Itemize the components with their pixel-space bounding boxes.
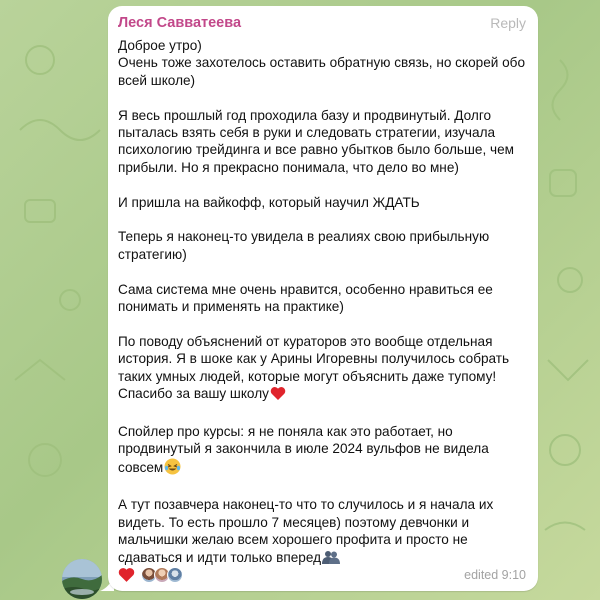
sender-name[interactable]: Леся Савватеева bbox=[118, 15, 242, 31]
reaction-chip[interactable] bbox=[118, 567, 183, 583]
message-paragraph bbox=[118, 333, 526, 406]
message-paragraph: Доброе утро) Очень тоже захотелось оставить обратную связь, но скорей обо всей школе) bbox=[118, 38, 526, 88]
message-footer bbox=[118, 563, 526, 587]
edited-timestamp: edited 9:10 bbox=[464, 568, 526, 582]
message-paragraph: Сама система мне очень нравится, особенно нравиться ее понимать и применять на практике) bbox=[118, 281, 493, 315]
message-paragraph bbox=[118, 423, 526, 479]
laughing-emoji-icon bbox=[164, 458, 181, 479]
message-paragraph: И пришла на вайкофф, который научил ЖДАТЬ bbox=[118, 194, 420, 210]
user-avatar[interactable] bbox=[62, 559, 102, 599]
heart-icon bbox=[118, 567, 135, 583]
reactor-avatar[interactable] bbox=[167, 567, 183, 583]
heart-icon bbox=[270, 386, 286, 405]
paragraph-text: Спойлер про курсы: я не поняла как это работает, но продвинутый я закончила в июле 2024 вульфов не видела совсем bbox=[118, 423, 489, 475]
message-bubble[interactable] bbox=[108, 6, 538, 591]
reply-button[interactable]: Reply bbox=[490, 15, 526, 31]
paragraph-text: А тут позавчера наконец-то что то случилось и я начала их видеть. То есть прошло 7 месяцев) поэтому девчонки и мальчишки желаю всем хорошего профита и просто не сдаваться и идти только вперед bbox=[118, 497, 494, 565]
message-header bbox=[118, 15, 526, 37]
message-text bbox=[118, 37, 526, 569]
message-paragraph: Теперь я наконец-то увидела в реалиях свою прибыльную стратегию) bbox=[118, 229, 490, 262]
message-paragraph bbox=[118, 496, 526, 569]
paragraph-text: По поводу объяснений от кураторов это вообще отдельная история. Я в шоке как у Арины Игоревны получилось собрать таких умных людей, которые могут объяснить даже тупому! Спасибо за вашу школу bbox=[118, 333, 510, 402]
message-paragraph: Я весь прошлый год проходила базу и продвинутый. Долго пыталась взять себя в руки и следовать стратегии, изучала психологию трейдинга и все равно убытков было больше, чем прибыли. Но я прекрасно понимала, что дело во мне) bbox=[118, 107, 514, 175]
